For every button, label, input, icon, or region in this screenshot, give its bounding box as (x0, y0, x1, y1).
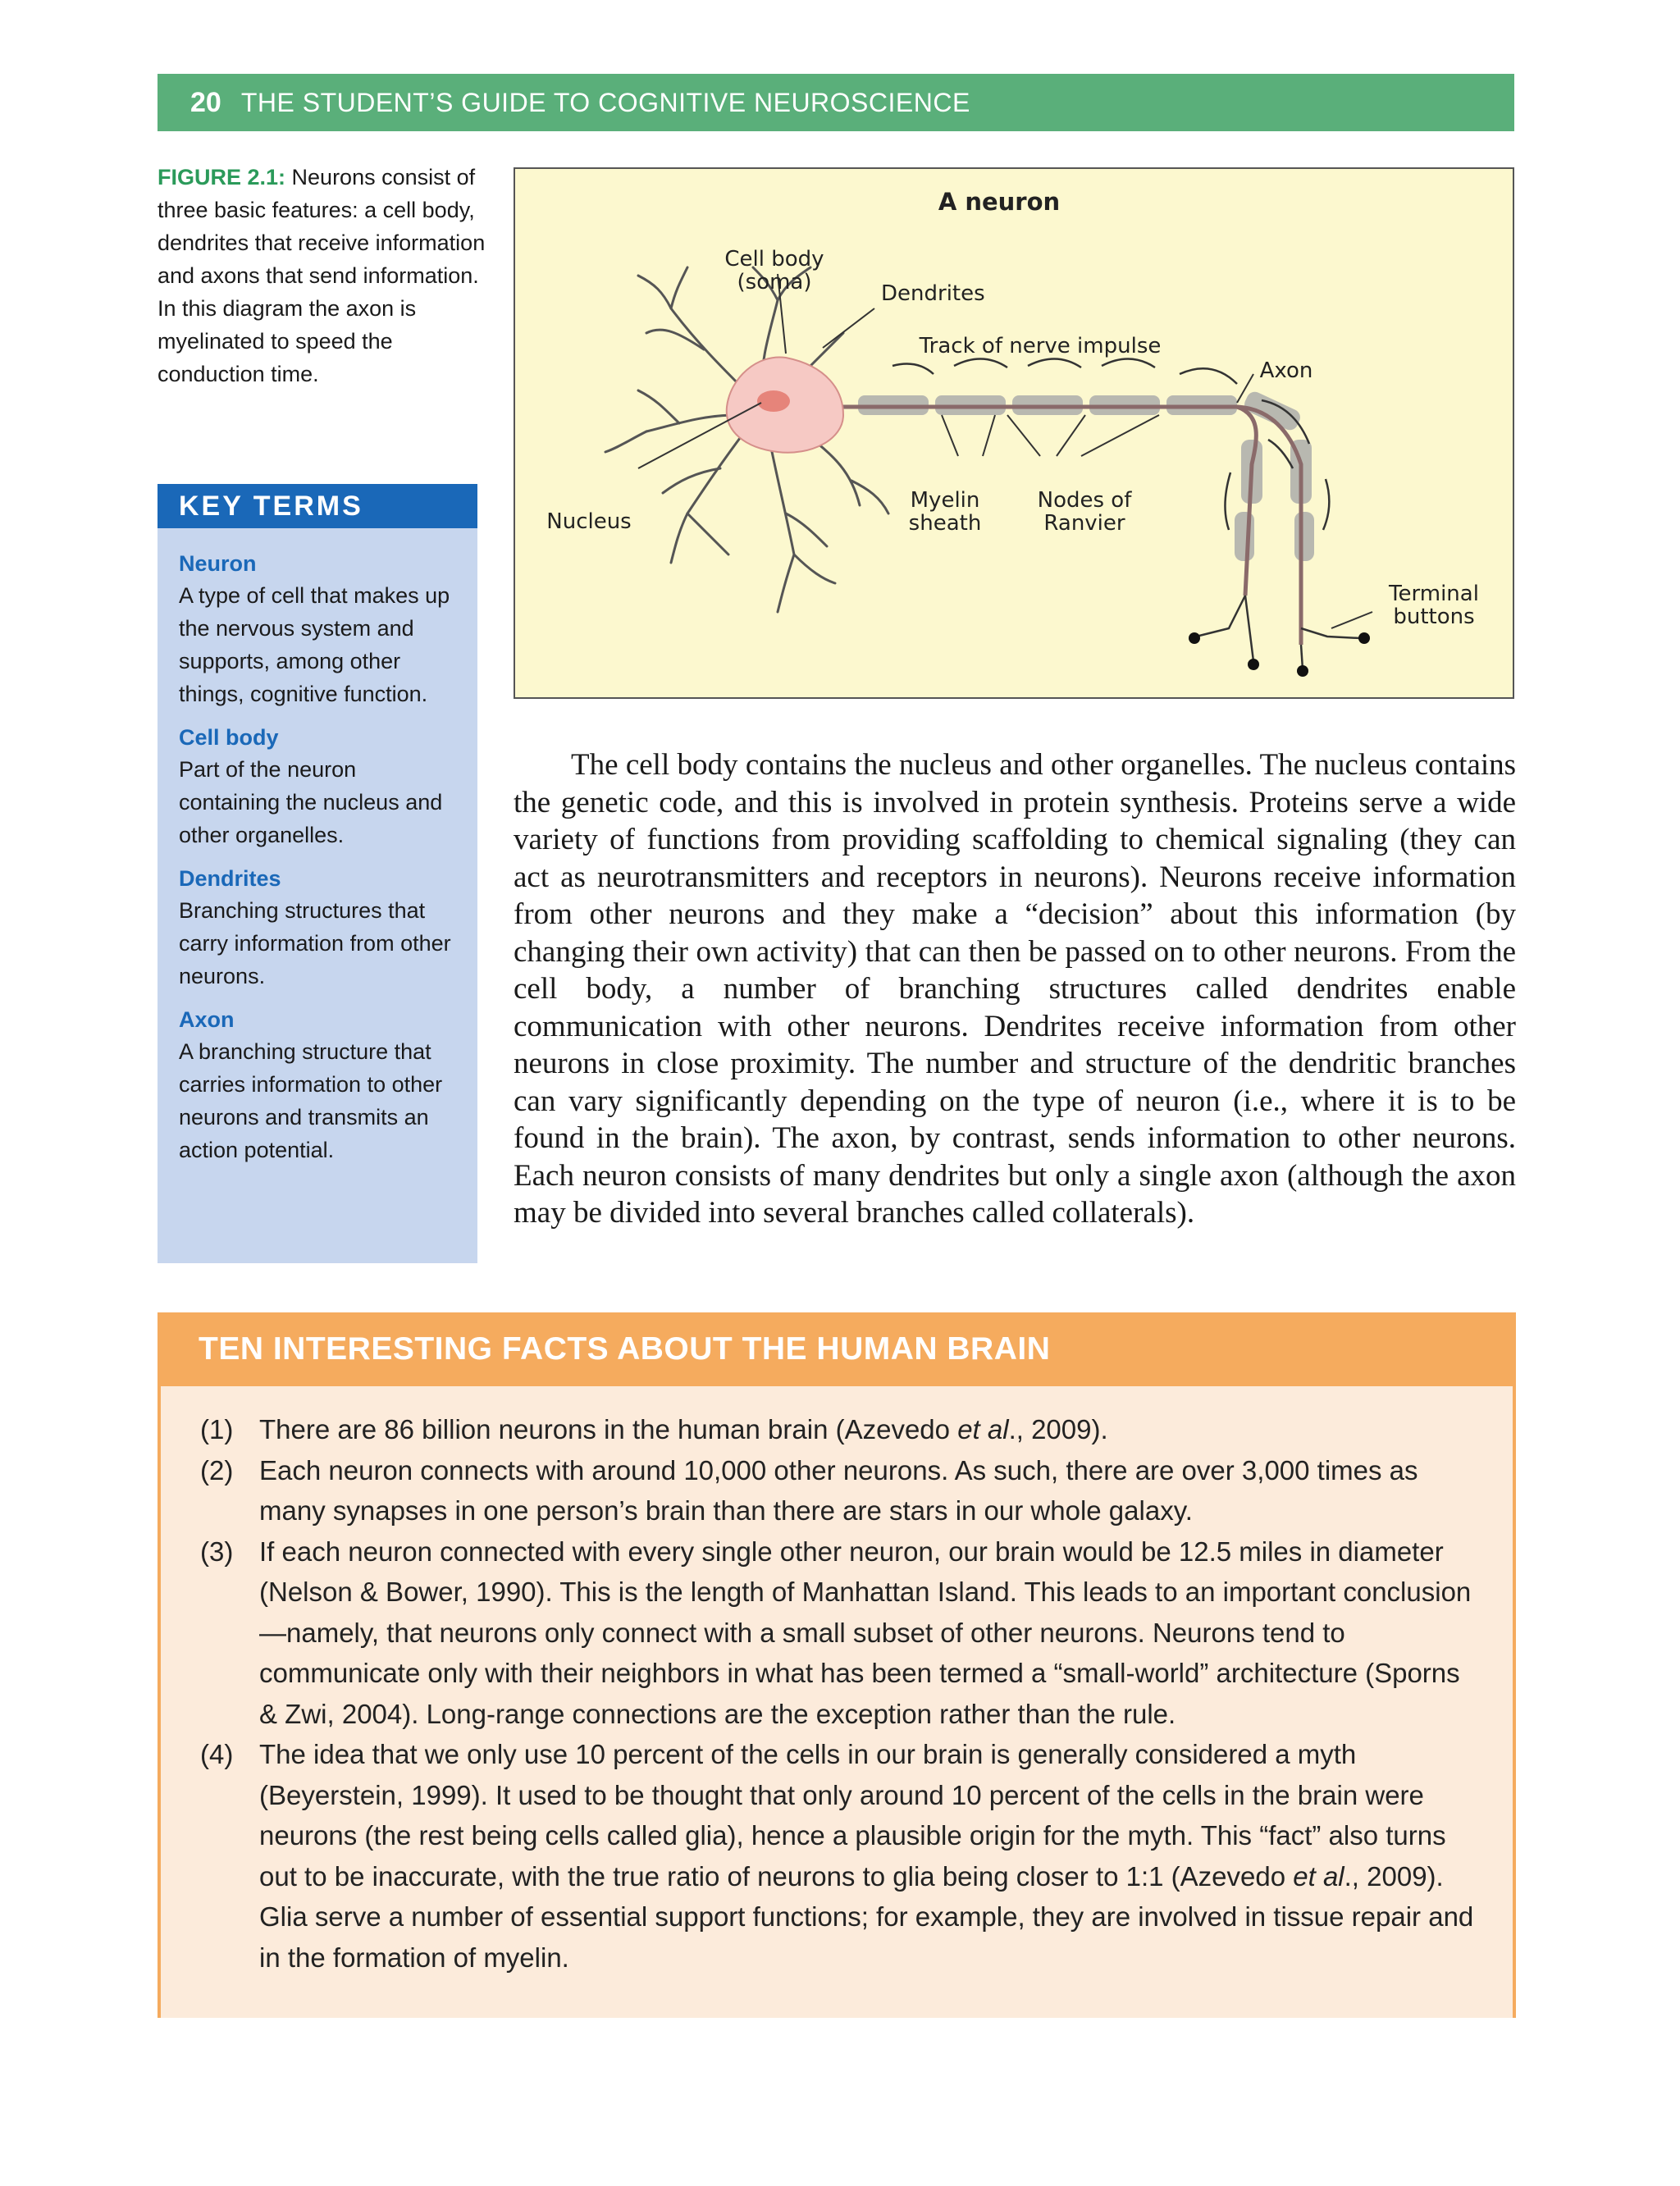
running-title: THE STUDENT’S GUIDE TO COGNITIVE NEUROSCIENCE (240, 87, 970, 117)
fact-text: Each neuron connects with around 10,000 other neurons. As such, there are over 3,000 times as many synapses in one person’s brain than there are stars in our whole galaxy. (259, 1454, 1418, 1526)
fact-text: There are 86 billion neurons in the human brain (Azevedo (259, 1414, 958, 1444)
fact-text: ., 2009). (1008, 1414, 1108, 1444)
figure-label: FIGURE 2.1: (158, 165, 286, 189)
key-term-definition: A branching structure that carries information to other neurons and transmits an action potential. (179, 1039, 443, 1162)
fact-number: (3) (200, 1536, 234, 1567)
figure-caption-text: Neurons consist of three basic features: a cell body, dendrites that receive information and axons that send information. In this diagram the axon is myelinated to speed the conduction time. (158, 165, 486, 386)
nucleus-shape (757, 390, 790, 412)
fact-text: ., 2009). Glia serve a number of essential support functions; for example, they are involved in tissue repair and in the formation of myelin. (259, 1860, 1474, 1973)
cell-body (727, 357, 843, 452)
key-term: Dendrites (179, 866, 281, 891)
key-term: Neuron (179, 551, 257, 576)
figure-title: A neuron (938, 188, 1061, 216)
neuron-diagram (515, 169, 1516, 701)
label-nucleus: Nucleus (546, 509, 632, 534)
fact-number: (4) (200, 1739, 234, 1769)
fact-number: (2) (200, 1454, 234, 1485)
label-sheath: sheath (908, 511, 982, 536)
terminal-buttons (1189, 632, 1370, 677)
fact-number: (1) (200, 1414, 234, 1444)
running-header (158, 74, 1514, 131)
key-terms-list (158, 528, 477, 1166)
facts-list (161, 1386, 1513, 1978)
neuron-figure (514, 167, 1514, 699)
label-axon: Axon (1259, 358, 1313, 383)
fact-text: The idea that we only use 10 percent of the cells in our brain is generally considered a myth (Beyerstein, 1999). It used to be thought that only around 10 percent of the cells in the brain were neurons (the rest being cells called glia), hence a plausible origin for the myth. This “fact” also turns out to be inaccurate, with the true ratio of neurons to glia being closer to 1:1 (Azevedo (259, 1739, 1446, 1892)
key-term: Axon (179, 1007, 235, 1032)
label-terminal: Terminal (1389, 582, 1479, 606)
fact-text: If each neuron connected with every single other neuron, our brain would be 12.5 miles in diameter (Nelson & Bower, 1990). This is the length of Manhattan Island. This leads to an important conclusion—namely, that neurons only connect with a small subset of other neurons. Neurons tend to communicate only with their neighbors in what has been termed a “small-world” architecture (Sporns & Zwi, 2004). Long-range connections are the exception rather than the rule. (259, 1536, 1472, 1729)
label-nodes-of: Nodes of (1037, 488, 1132, 513)
label-track: Track of nerve impulse (919, 334, 1162, 358)
key-term-definition: Part of the neuron containing the nucleus and other organelles. (179, 757, 443, 847)
fact-item (200, 1734, 1480, 1978)
label-soma: (soma) (737, 270, 812, 294)
label-cell-body: Cell body (724, 247, 824, 272)
key-term-definition: A type of cell that makes up the nervous system and supports, among other things, cognitive function. (179, 583, 450, 706)
page-number: 20 (190, 86, 221, 118)
key-term: Cell body (179, 725, 279, 750)
key-term-definition: Branching structures that carry information from other neurons. (179, 898, 451, 988)
fact-italic: et al (1293, 1860, 1344, 1892)
fact-item (200, 1409, 1480, 1450)
label-ranvier: Ranvier (1043, 511, 1125, 536)
facts-box (158, 1312, 1516, 2018)
label-dendrites: Dendrites (881, 281, 985, 306)
facts-heading: TEN INTERESTING FACTS ABOUT THE HUMAN BRAIN (161, 1312, 1513, 1386)
terminal-branches (1196, 596, 1360, 669)
label-buttons: buttons (1393, 605, 1475, 629)
figure-caption (158, 161, 486, 390)
key-terms-box (158, 484, 477, 1263)
key-terms-heading: KEY TERMS (158, 484, 477, 528)
body-paragraph: The cell body contains the nucleus and other organelles. The nucleus contains the genetic code, and this is involved in protein synthesis. Proteins serve a wide variety of functions from providing scaffolding to chemical signaling (they can act as neurotransmitters and receptors in neurons). Neurons receive information from other neurons and they make a “decision” about this information (by changing their own activity) that can then be passed on to other neurons. From the cell body, a number of branching structures called dendrites enable communication with other neurons. Dendrites receive information from other neurons in close proximity. The number and structure of the dendritic branches can vary significantly depending on the type of neuron (i.e., where it is to be found in the brain). The axon, by contrast, sends information to other neurons. Each neuron consists of many dendrites but only a single axon (although the axon may be divided into several branches called collaterals). (514, 748, 1516, 1230)
label-myelin: Myelin (910, 488, 980, 513)
fact-italic: et al (957, 1414, 1009, 1444)
fact-item (200, 1450, 1480, 1531)
fact-item (200, 1531, 1480, 1735)
